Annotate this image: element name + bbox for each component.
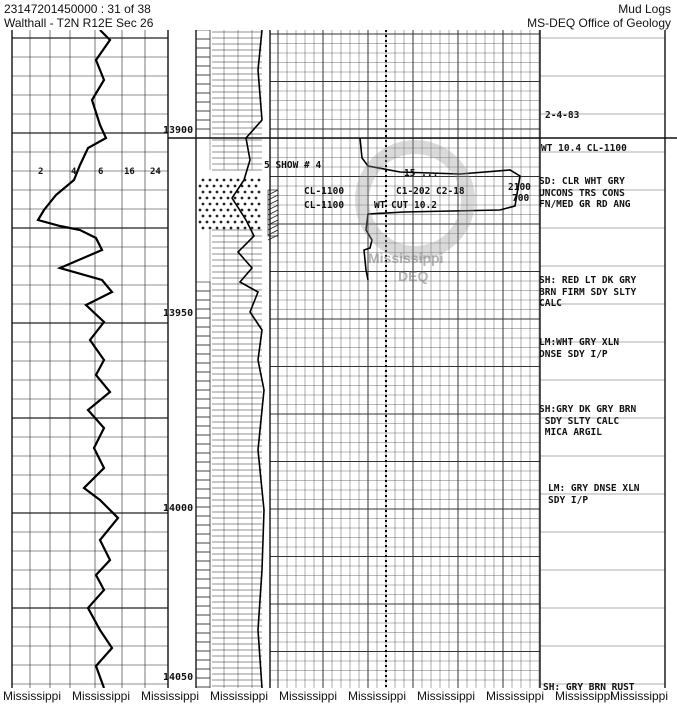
shale-description-2: SH:GRY DK GRY BRN SDY SLTY CALC MICA ARGIL bbox=[539, 404, 637, 438]
footer-watermark: Mississippi bbox=[210, 689, 269, 703]
depth-13900: 13900 bbox=[163, 125, 194, 136]
well-location: Walthall - T2N R12E Sec 26 bbox=[4, 16, 154, 30]
limestone-description-2: LM: GRY DNSE XLN SDY I/P bbox=[548, 483, 640, 506]
scale-label-6: 6 bbox=[98, 167, 104, 177]
scale-label-16: 16 bbox=[124, 167, 135, 177]
depth-13950: 13950 bbox=[163, 308, 194, 319]
mud-weight-note: WT 10.4 CL-1100 bbox=[541, 143, 627, 154]
agency-name: MS-DEQ Office of Geology bbox=[527, 16, 671, 30]
footer-watermark: Mississippi bbox=[279, 689, 338, 703]
footer-watermark: Mississippi bbox=[610, 689, 669, 703]
chloride-top-note: CL-1100 bbox=[304, 186, 345, 197]
depth-14000: 14000 bbox=[163, 503, 194, 514]
footer-watermark-row bbox=[0, 689, 677, 705]
gas-top-note: 15 ... bbox=[404, 168, 445, 179]
sandstone-description: SD: CLR WHT GRY UNCONS TRS CONS FN/MED GR RD ANG bbox=[539, 176, 631, 210]
gas-2100-label: 2100 bbox=[508, 182, 531, 193]
limestone-description-1: LM:WHT GRY XLN DNSE SDY I/P bbox=[539, 337, 620, 360]
scale-label-2: 2 bbox=[38, 167, 44, 177]
watermark-text-1: Mississippi bbox=[368, 250, 444, 266]
footer-watermark: Mississippi bbox=[486, 689, 545, 703]
document-id: 23147201450000 : 31 of 38 bbox=[4, 2, 151, 16]
footer-watermark: Mississippi bbox=[555, 689, 614, 703]
shale-description-1: SH: RED LT DK GRY BRN FIRM SDY SLTY CALC bbox=[539, 275, 637, 309]
depth-14050: 14050 bbox=[163, 672, 194, 683]
footer-watermark: Mississippi bbox=[417, 689, 476, 703]
log-date: 2-4-83 bbox=[545, 110, 580, 121]
footer-watermark: Mississippi bbox=[72, 689, 131, 703]
wt-cut-note: WT CUT 10.2 bbox=[374, 200, 437, 211]
scale-label-4: 4 bbox=[71, 167, 77, 177]
show-note: 5 SHOW # 4 bbox=[264, 160, 322, 171]
watermark-text-2: DEQ bbox=[398, 268, 429, 284]
document-type: Mud Logs bbox=[618, 2, 671, 16]
chloride-bottom-note: CL-1100 bbox=[304, 200, 345, 211]
shale-description-3: SH: GRY BRN RUST bbox=[543, 682, 635, 693]
gas-700-label: 700 bbox=[512, 193, 530, 204]
footer-watermark: Mississippi bbox=[141, 689, 200, 703]
scale-label-24: 24 bbox=[150, 167, 161, 177]
footer-watermark: Mississippi bbox=[3, 689, 62, 703]
footer-watermark: Mississippi bbox=[348, 689, 407, 703]
gas-ratio-note: C1-202 C2-18 bbox=[396, 186, 465, 197]
